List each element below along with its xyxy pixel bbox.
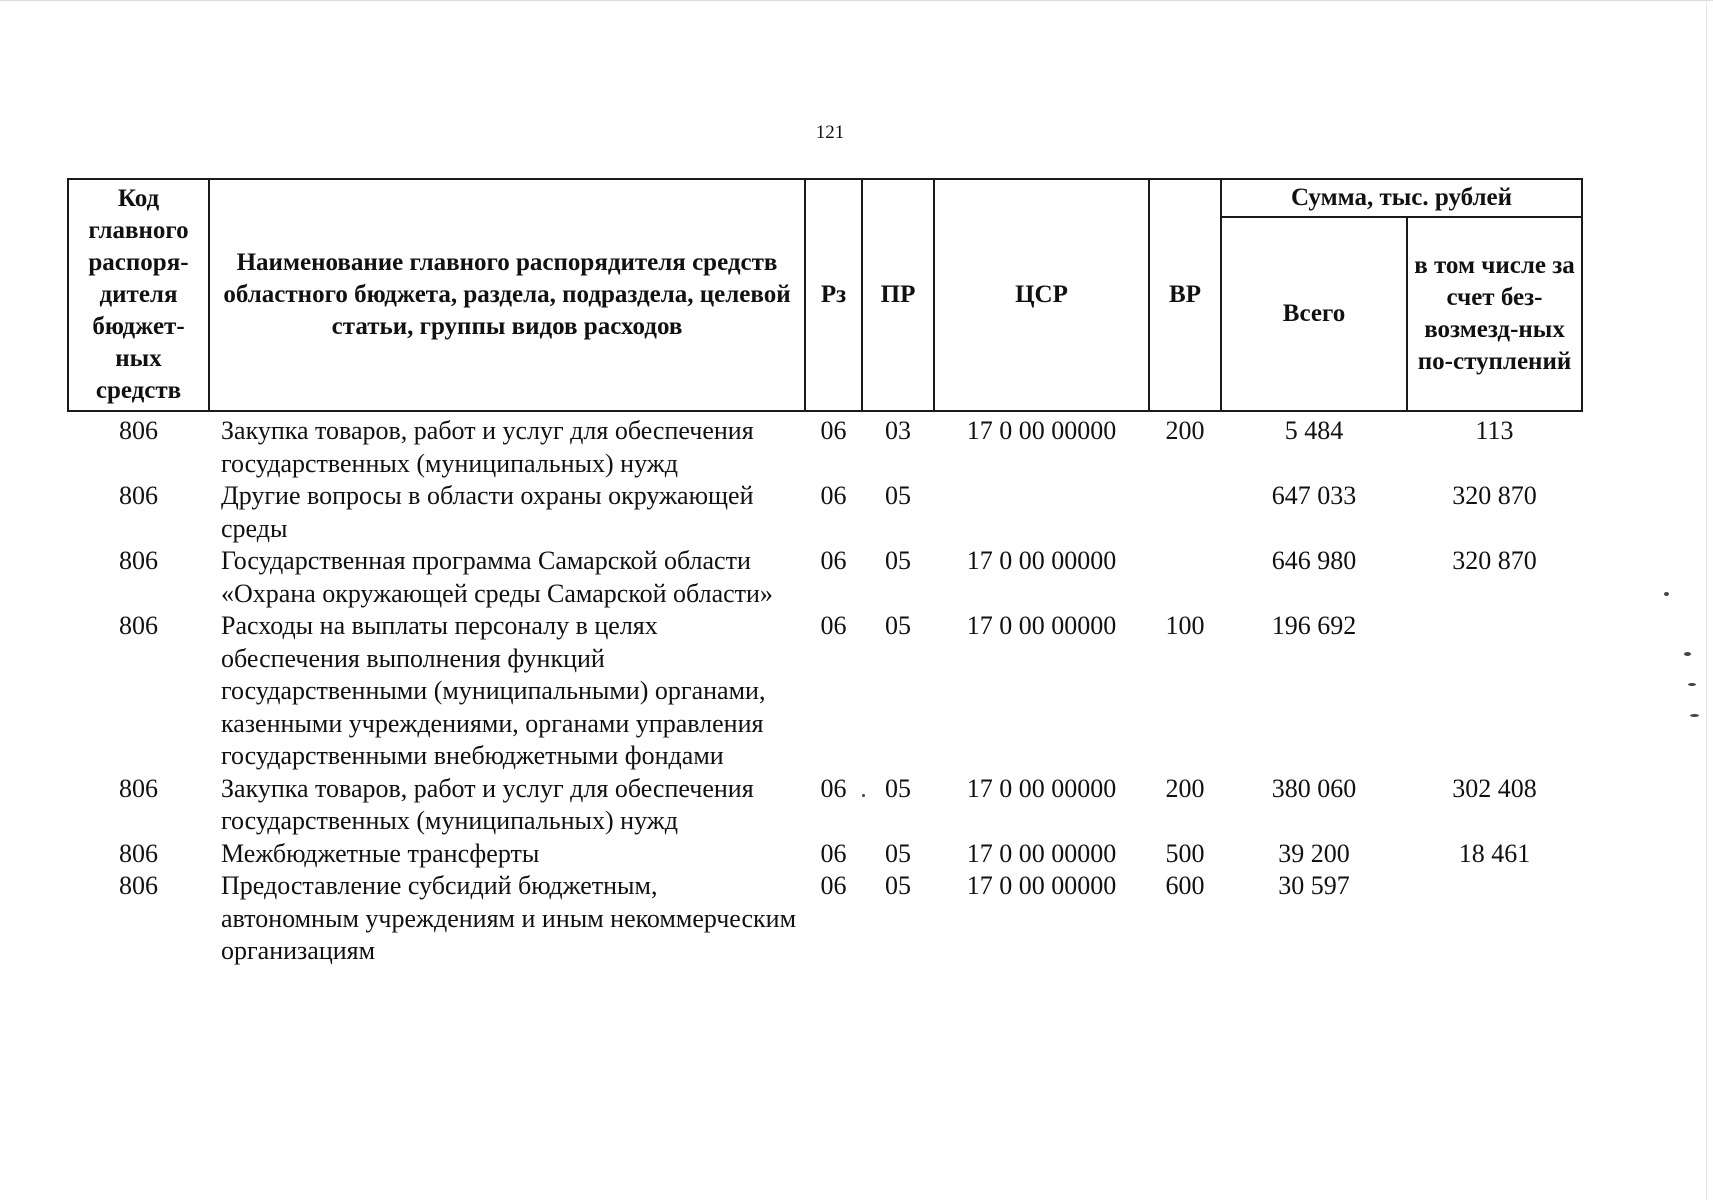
header-total: Всего bbox=[1221, 217, 1407, 411]
cell-csr bbox=[934, 480, 1149, 545]
cell-total: 646 980 bbox=[1271, 546, 1357, 575]
cell-grants: 113 bbox=[1475, 416, 1514, 445]
cell-rz: 06 bbox=[820, 546, 847, 575]
cell-rz: 06 bbox=[820, 611, 847, 640]
scan-speck bbox=[1690, 714, 1699, 717]
cell-rz: 06 bbox=[820, 481, 847, 510]
header-grants: в том числе за счет без-возмезд-ных по-ступлений bbox=[1407, 217, 1582, 411]
cell-total: 647 033 bbox=[1271, 481, 1357, 510]
cell-grants bbox=[1407, 610, 1582, 773]
cell-rz: 06 bbox=[820, 871, 847, 900]
cell-name: Закупка товаров, работ и услуг для обеспечения государственных (муниципальных) нужд bbox=[221, 416, 754, 478]
cell-code: 806 bbox=[119, 481, 158, 510]
cell-csr: 17 0 00 00000 bbox=[966, 838, 1117, 868]
cell-grants: 320 870 bbox=[1452, 481, 1537, 510]
table-row bbox=[68, 610, 1582, 773]
cell-csr: 17 0 00 00000 bbox=[966, 546, 1117, 575]
cell-code: 806 bbox=[119, 838, 158, 868]
table-row bbox=[68, 773, 1582, 838]
scan-speck bbox=[862, 794, 865, 797]
cell-pr: 05 bbox=[885, 611, 911, 640]
cell-pr: 05 bbox=[885, 838, 911, 868]
table-row bbox=[68, 870, 1582, 968]
page-number: 121 bbox=[815, 122, 845, 143]
cell-code: 806 bbox=[119, 611, 158, 640]
table-row bbox=[68, 838, 1582, 871]
cell-code: 806 bbox=[119, 871, 158, 900]
cell-name: Расходы на выплаты персоналу в целях обеспечения выполнения функций государственными (муниципальными) органами, казенными учреждениями, органами управления государственными внебюджетными фондами bbox=[221, 611, 766, 770]
header-vr: ВР bbox=[1149, 179, 1221, 411]
table-header bbox=[68, 179, 1582, 411]
cell-grants: 18 461 bbox=[1458, 838, 1531, 868]
cell-name: Закупка товаров, работ и услуг для обеспечения государственных (муниципальных) нужд bbox=[221, 773, 754, 835]
cell-grants: 320 870 bbox=[1452, 546, 1537, 575]
table-row bbox=[68, 545, 1582, 610]
cell-rz: 06 bbox=[820, 773, 847, 803]
table-body bbox=[68, 411, 1582, 968]
scan-speck bbox=[1684, 652, 1691, 656]
cell-vr bbox=[1149, 480, 1221, 545]
cell-pr: 05 bbox=[885, 871, 911, 900]
cell-vr: 200 bbox=[1165, 773, 1205, 803]
scan-speck bbox=[1664, 592, 1669, 596]
header-code: Код главного распоря-дителя бюджет-ных средств bbox=[68, 179, 209, 411]
cell-csr: 17 0 00 00000 bbox=[966, 416, 1117, 445]
scan-edge-top bbox=[0, 0, 1713, 1]
scan-speck bbox=[1688, 683, 1696, 686]
cell-pr: 05 bbox=[885, 773, 911, 803]
cell-name: Другие вопросы в области охраны окружающей среды bbox=[221, 481, 754, 543]
table-row bbox=[68, 480, 1582, 545]
cell-vr: 100 bbox=[1165, 611, 1205, 640]
cell-code: 806 bbox=[119, 546, 158, 575]
cell-csr: 17 0 00 00000 bbox=[966, 611, 1117, 640]
header-rz: Рз bbox=[805, 179, 862, 411]
cell-csr: 17 0 00 00000 bbox=[966, 871, 1117, 900]
cell-pr: 03 bbox=[885, 416, 911, 445]
cell-name: Предоставление субсидий бюджетным, автономным учреждениям и иным некоммерческим организациям bbox=[221, 871, 797, 965]
cell-csr: 17 0 00 00000 bbox=[966, 773, 1117, 803]
cell-rz: 06 bbox=[820, 416, 847, 445]
cell-grants bbox=[1407, 870, 1582, 968]
cell-vr: 500 bbox=[1165, 838, 1205, 868]
cell-code: 806 bbox=[119, 416, 158, 445]
cell-total: 380 060 bbox=[1271, 773, 1357, 803]
cell-total: 196 692 bbox=[1271, 611, 1357, 640]
cell-pr: 05 bbox=[885, 481, 911, 510]
header-sum: Сумма, тыс. рублей bbox=[1221, 179, 1582, 217]
table-row bbox=[68, 411, 1582, 480]
header-name: Наименование главного распорядителя средств областного бюджета, раздела, подраздела, целевой статьи, группы видов расходов bbox=[209, 179, 805, 411]
budget-table bbox=[67, 178, 1583, 968]
scan-edge-right bbox=[1706, 0, 1707, 1200]
cell-name: Межбюджетные трансферты bbox=[221, 838, 540, 868]
cell-grants: 302 408 bbox=[1452, 773, 1537, 803]
cell-name: Государственная программа Самарской области «Охрана окружающей среды Самарской области» bbox=[221, 546, 773, 608]
cell-total: 5 484 bbox=[1284, 416, 1344, 445]
cell-pr: 05 bbox=[885, 546, 911, 575]
cell-vr bbox=[1149, 545, 1221, 610]
cell-code: 806 bbox=[119, 773, 158, 803]
cell-total: 30 597 bbox=[1278, 871, 1350, 900]
cell-total: 39 200 bbox=[1278, 838, 1350, 868]
cell-rz: 06 bbox=[820, 838, 847, 868]
header-csr: ЦСР bbox=[934, 179, 1149, 411]
header-pr: ПР bbox=[862, 179, 934, 411]
cell-vr: 200 bbox=[1165, 416, 1205, 445]
cell-vr: 600 bbox=[1165, 871, 1205, 900]
